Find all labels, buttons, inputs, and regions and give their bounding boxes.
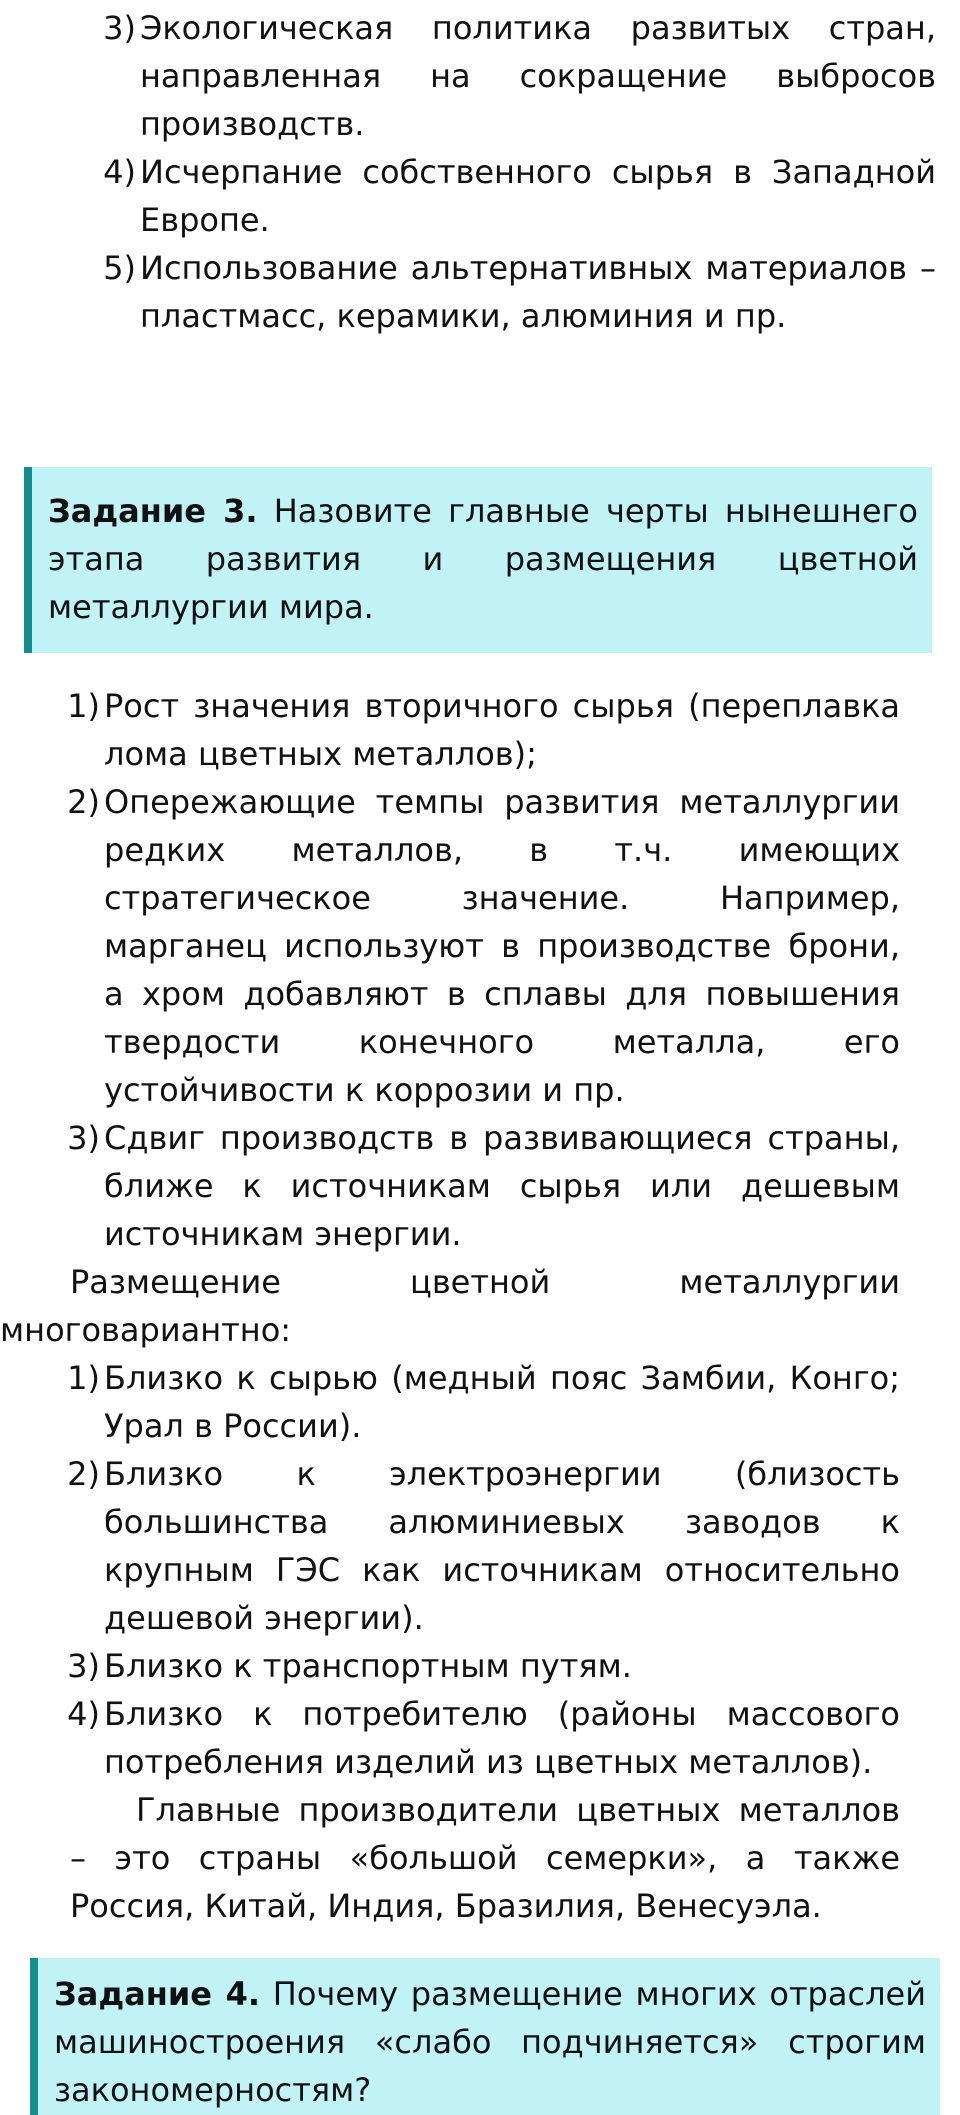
producers-paragraph: Главные производители цветных металлов – это страны «большой семерки», а также Россия, Китай, Индия, Бразилия, Венесуэла. bbox=[70, 1791, 900, 1925]
task-3-box bbox=[24, 467, 932, 653]
list-item: 3) Сдвиг производств в развивающиеся страны, ближе к источникам сырья или дешевым источникам энергии. bbox=[67, 1119, 900, 1253]
top-list bbox=[100, 4, 936, 340]
task-3-text: Назовите главные черты нынешнего этапа развития и размещения цветной металлургии мира. bbox=[48, 492, 918, 626]
list-item: 4) Исчерпание собственного сырья в Западной Европе. bbox=[103, 153, 936, 239]
list-item: 3) Близко к транспортным путям. bbox=[67, 1647, 632, 1685]
placement-intro-line1: Размещение цветной металлургии bbox=[70, 1263, 900, 1301]
task-3-label: Задание 3. bbox=[48, 492, 258, 530]
list-item: 1) Рост значения вторичного сырья (переплавка лома цветных металлов); bbox=[67, 687, 900, 773]
task-4-text: Почему размещение многих отраслей машиностроения «слабо подчиняется» строгим закономерностям? bbox=[54, 1975, 926, 2109]
producers-block bbox=[70, 1786, 900, 1930]
task-4-label: Задание 4. bbox=[54, 1975, 261, 2013]
placement-list bbox=[64, 1354, 900, 1786]
list-item: 4) Близко к потребителю (районы массового потребления изделий из цветных металлов). bbox=[67, 1695, 900, 1781]
list-item: 5) Использование альтернативных материалов – пластмасс, керамики, алюминия и пр. bbox=[103, 249, 936, 335]
answer-3-block bbox=[64, 682, 900, 1258]
list-item: 2) Близко к электроэнергии (близость большинства алюминиевых заводов к крупным ГЭС как источникам относительно дешевой энергии). bbox=[67, 1455, 900, 1637]
list-item: 1) Близко к сырью (медный пояс Замбии, Конго; Урал в России). bbox=[67, 1359, 900, 1445]
list-item: 2) Опережающие темпы развития металлургии редких металлов, в т.ч. имеющих стратегическое значение. Например, марганец используют в производстве брони, а хром добавляют в сплавы для повышения твердости конечного металла, его устойчивости к коррозии и пр. bbox=[67, 783, 900, 1109]
placement-intro-line2: многовариантно: bbox=[0, 1311, 292, 1349]
task-4-box bbox=[30, 1958, 940, 2115]
placement-block bbox=[64, 1354, 900, 1786]
top-list-block bbox=[100, 4, 936, 340]
list-item: 3) Экологическая политика развитых стран, направленная на сокращение выбросов производств. bbox=[103, 9, 936, 143]
placement-intro bbox=[0, 1258, 900, 1354]
answer-3-list bbox=[64, 682, 900, 1258]
